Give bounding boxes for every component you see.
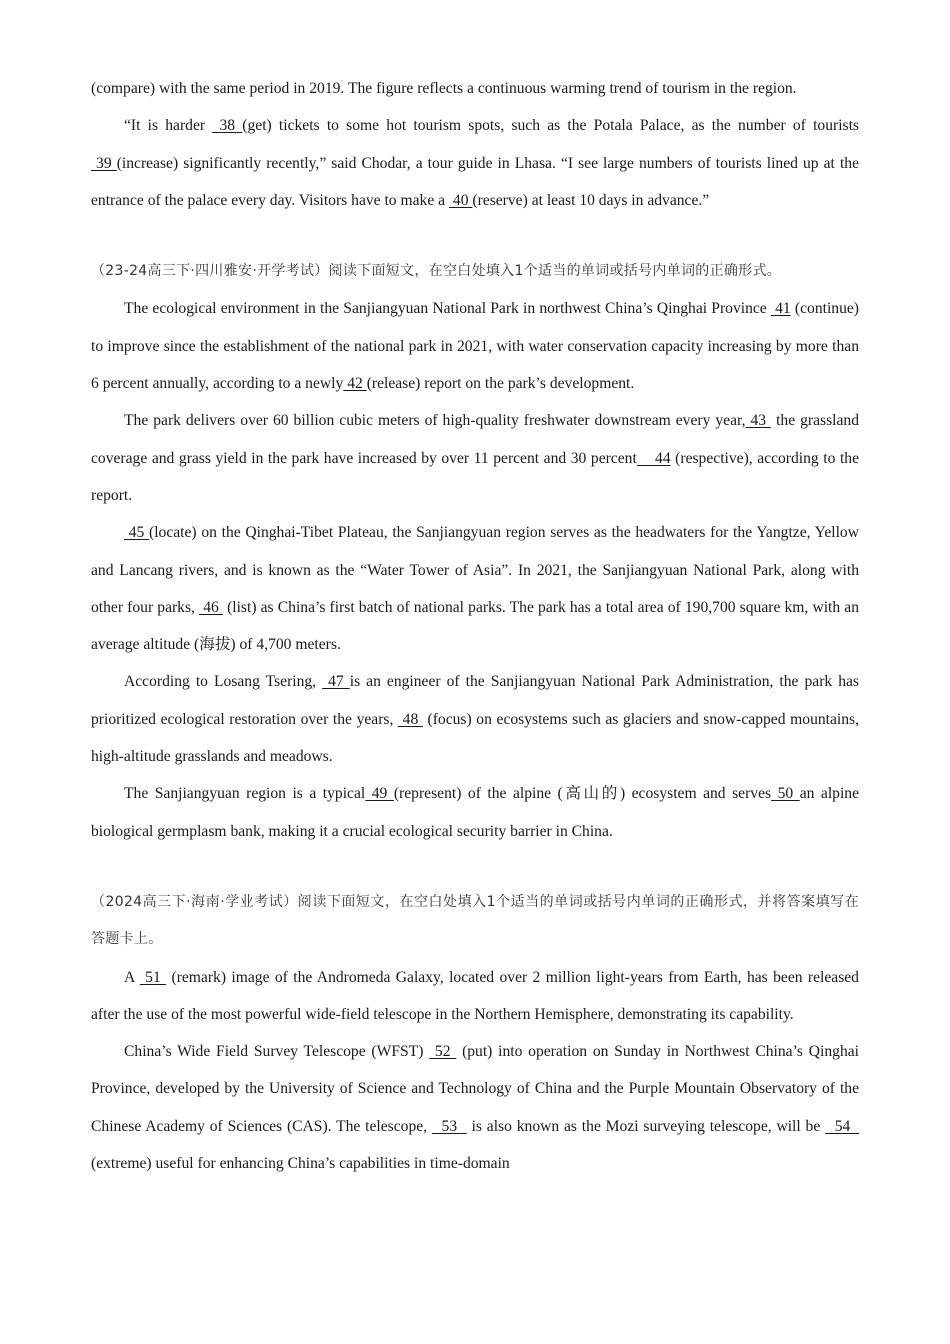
- passage2-paragraph-2: The park delivers over 60 billion cubic meters of high-quality freshwater downstream every year, 43 the grassland coverage and grass yield in the park have increased by over 11 percent and 30 percent 44 (respective), according to the report.: [91, 412, 860, 504]
- blank-39[interactable]: 39: [91, 154, 117, 172]
- passage2-instruction: （23-24高三下·四川雅安·开学考试）阅读下面短文，在空白处填入1个适当的单词或括号内单词的正确形式。: [91, 263, 782, 280]
- passage3-paragraph-2: China’s Wide Field Survey Telescope (WFST) 52 (put) into operation on Sunday in Northwest China’s Qinghai Province, developed by the University of Science and Technology of China and the Purple Mountain Observatory of the Chinese Academy of Sciences (CAS). The telescope, 53 is also known as the Mozi surveying telescope, will be 54 (extreme) useful for enhancing China’s capabilities in time-domain: [91, 1043, 860, 1173]
- blank-49[interactable]: 49: [365, 785, 394, 803]
- document-page: [91, 70, 859, 1182]
- passage2-paragraph-5: The Sanjiangyuan region is a typical 49 (represent) of the alpine (高山的) ecosystem and serves 50 an alpine biological germplasm bank, making it a crucial ecological security barrier in China.: [91, 785, 860, 840]
- blank-43[interactable]: 43: [745, 412, 772, 430]
- passage2-paragraph-1: The ecological environment in the Sanjiangyuan National Park in northwest China’s Qinghai Province 41 (continue) to improve since the establishment of the national park in 2021, with water conservation capacity increasing by more than 6 percent annually, according to a newly 42 (release) report on the park’s development.: [91, 300, 859, 393]
- passage1-paragraph-1: (compare) with the same period in 2019. The figure reflects a continuous warming trend of tourism in the region.: [91, 80, 797, 97]
- passage2-paragraph-4: According to Losang Tsering, 47 is an engineer of the Sanjiangyuan National Park Administration, the park has prioritized ecological restoration over the years, 48 (focus) on ecosystems such as glaciers and snow-capped mountains, high-altitude grasslands and meadows.: [91, 673, 860, 766]
- blank-54[interactable]: 54: [825, 1117, 860, 1135]
- passage2-paragraph-3: 45 (locate) on the Qinghai-Tibet Plateau, the Sanjiangyuan region serves as the headwaters for the Yangtze, Yellow and Lancang rivers, and is known as the “Water Tower of Asia”. In 2021, the Sanjiangyuan National Park, along with other four parks, 46 (list) as China’s first batch of national parks. The park has a total area of 190,700 square km, with an average altitude (海拔) of 4,700 meters.: [91, 524, 860, 654]
- blank-44[interactable]: 44: [636, 449, 671, 467]
- blank-46[interactable]: 46: [199, 598, 223, 616]
- passage1-paragraph-2: “It is harder 38 (get) tickets to some hot tourism spots, such as the Potala Palace, as the number of tourists 39 (increase) significantly recently,” said Chodar, a tour guide in Lhasa. “I see large numbers of tourists lined up at the entrance of the palace every day. Visitors have to make a 40 (reserve) at least 10 days in advance.”: [91, 117, 859, 209]
- blank-42[interactable]: 42: [343, 375, 367, 393]
- blank-38[interactable]: 38: [212, 117, 243, 135]
- blank-53[interactable]: 53: [431, 1117, 467, 1135]
- blank-40[interactable]: 40: [449, 191, 473, 209]
- blank-50[interactable]: 50: [771, 785, 800, 803]
- passage3-paragraph-1: A 51 (remark) image of the Andromeda Galaxy, located over 2 million light-years from Earth, has been released after the use of the most powerful wide-field telescope in the Northern Hemisphere, demonstrating its capability.: [91, 968, 859, 1023]
- blank-41[interactable]: 41: [770, 300, 791, 318]
- blank-45[interactable]: 45: [124, 524, 149, 542]
- blank-52[interactable]: 52: [429, 1043, 457, 1061]
- blank-47[interactable]: 47: [322, 673, 350, 691]
- blank-51[interactable]: 51: [139, 968, 167, 986]
- passage3-instruction: （2024高三下·海南·学业考试）阅读下面短文，在空白处填入1个适当的单词或括号内单词的正确形式，并将答案填写在答题卡上。: [91, 893, 859, 948]
- blank-48[interactable]: 48: [398, 710, 423, 728]
